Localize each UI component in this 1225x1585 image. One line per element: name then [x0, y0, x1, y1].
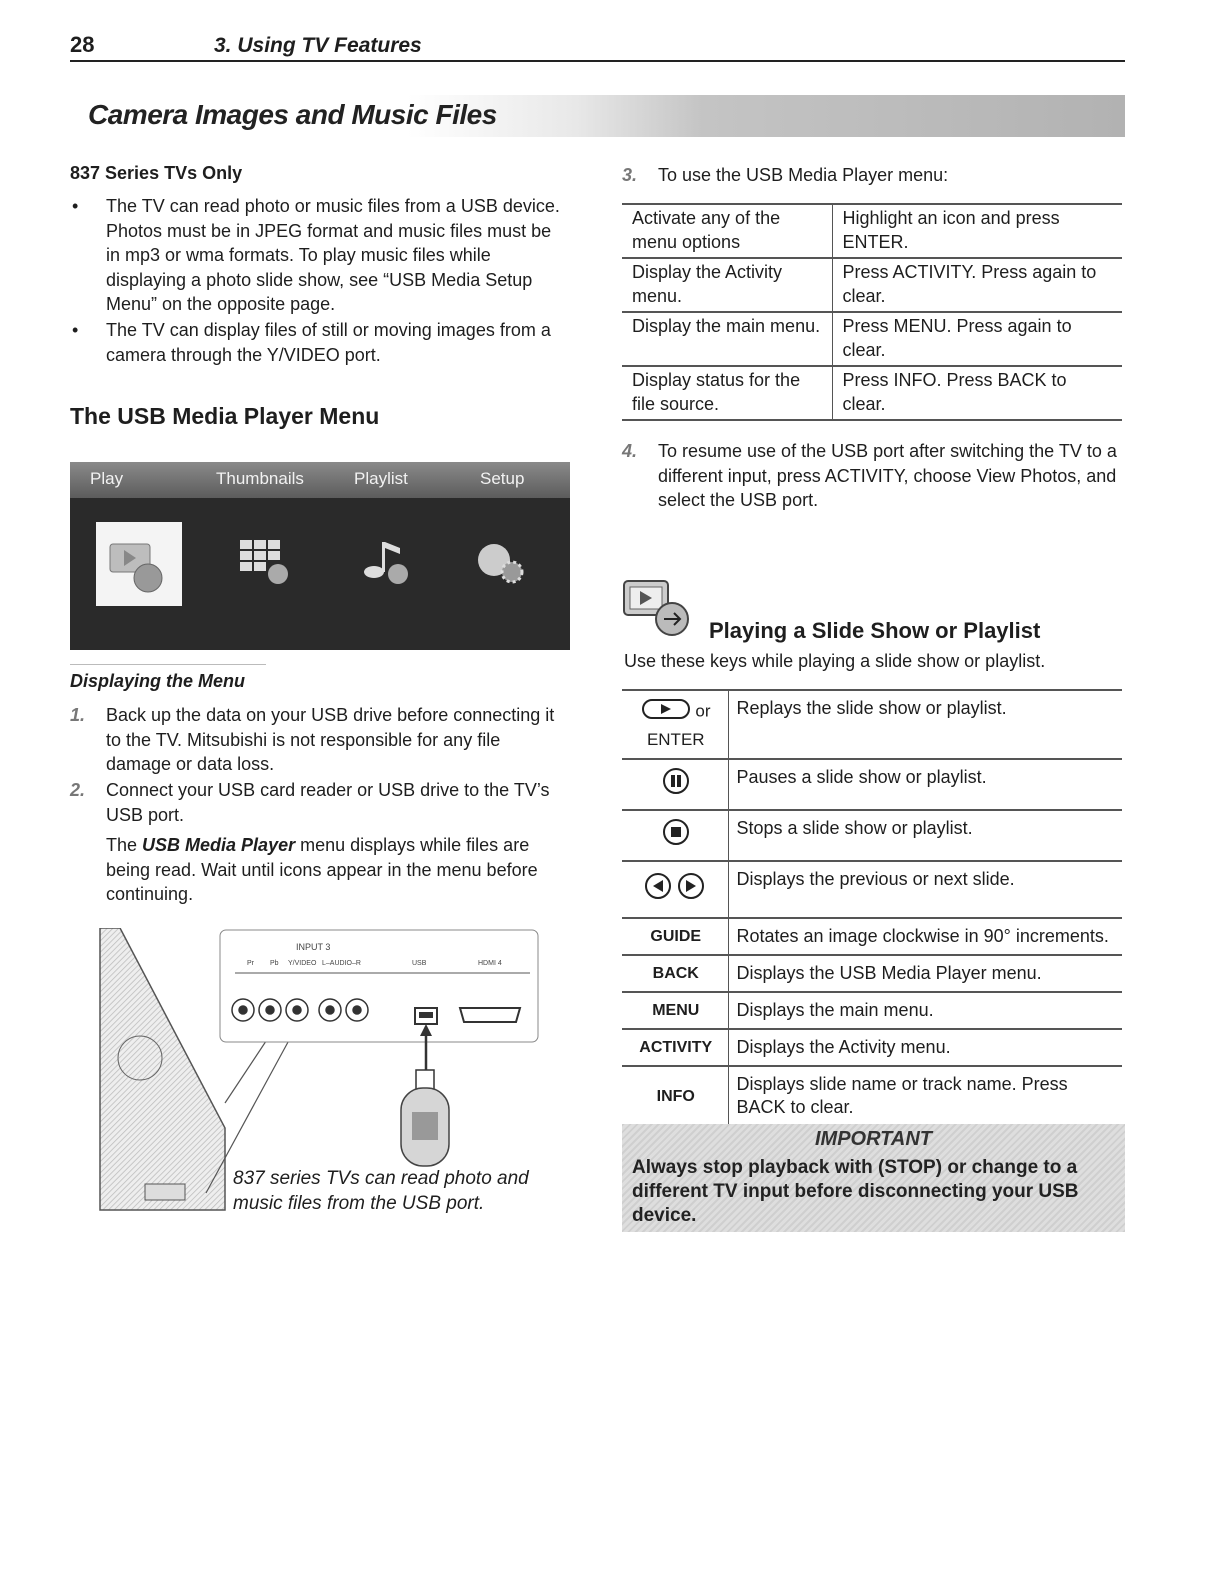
page-header	[70, 30, 1125, 62]
section-title: Camera Images and Music Files	[88, 99, 497, 130]
step-text: Back up the data on your USB drive before connecting it to the TV. Mitsubishi is not responsible for any file damage or data loss.	[106, 705, 555, 774]
table-row	[622, 759, 1122, 810]
page-number: 28	[70, 32, 95, 57]
step-number: 3.	[622, 165, 638, 185]
action-cell: Display the main menu.	[622, 312, 832, 366]
bullet-dot-icon: •	[72, 320, 79, 340]
table-row	[622, 918, 1122, 955]
step-item	[622, 439, 1122, 513]
table-row	[622, 204, 1122, 258]
port-label: HDMI 4	[478, 960, 502, 967]
bullet-item	[70, 318, 570, 367]
note-pre: The	[106, 835, 143, 855]
prev-next-buttons-icon	[641, 871, 711, 901]
note-emphasis: USB Media Player	[142, 835, 296, 855]
play-button-icon	[641, 697, 691, 728]
key-description: Displays the Activity menu.	[728, 1029, 1122, 1066]
note-post: menu displays while files are being read. Wait until icons appear in the menu before continuing.	[106, 835, 538, 904]
key-description: Pauses a slide show or playlist.	[728, 759, 1122, 810]
key-label: or ENTER	[646, 701, 711, 749]
how-cell: Highlight an icon and press ENTER.	[832, 204, 1122, 258]
key-description: Displays slide name or track name. Press BACK to clear.	[736, 1074, 1068, 1117]
key-description: Replays the slide show or playlist.	[728, 690, 1122, 759]
bullet-text: The TV can read photo or music files from a USB device. Photos must be in JPEG format and music files must be in mp3 or wma formats. To play music files while displaying a photo slide show, see “USB Media Setup Menu” on the opposite page.	[106, 196, 560, 314]
input-panel	[220, 930, 538, 1042]
port-label: Pr	[247, 960, 254, 967]
step-item	[622, 163, 1122, 188]
port-label: Pb	[270, 960, 279, 967]
key-label: INFO	[622, 1066, 728, 1125]
tab-thumbnails: Thumbnails	[216, 469, 304, 488]
port-label: Y/VIDEO	[288, 960, 317, 967]
key-description: Displays the USB Media Player menu.	[728, 955, 1122, 992]
important-title: IMPORTANT	[814, 1128, 933, 1150]
key-label: MENU	[622, 992, 728, 1029]
setup-gear-icon	[470, 534, 536, 594]
step-item	[70, 778, 570, 827]
side-port-panel	[145, 1184, 185, 1200]
music-playlist-icon	[360, 534, 420, 594]
key-cell	[622, 810, 728, 861]
hdmi-port	[460, 1008, 520, 1022]
divider	[70, 664, 266, 665]
usb-plug	[416, 1070, 434, 1090]
step-number: 4.	[622, 441, 638, 461]
key-description: Displays the main menu.	[728, 992, 1122, 1029]
selected-play-tile	[96, 522, 182, 606]
usb-menu-screenshot	[70, 462, 570, 650]
series-subheading: 837 Series TVs Only	[70, 163, 243, 183]
usb-menu-heading: The USB Media Player Menu	[70, 403, 380, 429]
tab-setup: Setup	[480, 469, 525, 488]
table-row	[622, 1066, 1122, 1125]
play-slideshow-icon	[96, 522, 182, 606]
key-description: Stops a slide show or playlist.	[728, 810, 1122, 861]
step-note	[106, 833, 570, 907]
table-row	[622, 258, 1122, 312]
table-row	[622, 1029, 1122, 1066]
bullet-item	[70, 194, 570, 317]
port-label: L–AUDIO–R	[322, 960, 361, 967]
port-label: USB	[412, 960, 427, 967]
panel-title: INPUT 3	[296, 942, 331, 952]
how-cell: Press ACTIVITY. Press again to clear.	[832, 258, 1122, 312]
key-description: Displays the previous or next slide.	[728, 861, 1122, 918]
key-label: GUIDE	[622, 918, 728, 955]
table-row	[622, 861, 1122, 918]
pause-button-icon	[661, 766, 691, 796]
step-number: 1.	[70, 705, 86, 725]
tab-playlist: Playlist	[354, 469, 408, 488]
key-description: Rotates an image clockwise in 90° increments.	[728, 918, 1122, 955]
step-text: To resume use of the USB port after switching the TV to a different input, press ACTIVITY, choose View Photos, and select the USB port.	[658, 441, 1117, 510]
table-row	[622, 992, 1122, 1029]
table-row	[622, 690, 1122, 759]
chapter-title: 3. Using TV Features	[214, 34, 422, 57]
slideshow-keys-table	[622, 689, 1122, 1125]
table-row	[622, 955, 1122, 992]
bullet-text: The TV can display files of still or moving images from a camera through the Y/VIDEO port.	[106, 320, 551, 365]
step-text: Connect your USB card reader or USB drive to the TV’s USB port.	[106, 780, 550, 825]
bullet-dot-icon: •	[72, 196, 79, 216]
table-row	[622, 366, 1122, 420]
section-banner	[70, 95, 1125, 137]
stop-button-icon	[661, 817, 691, 847]
slideshow-intro: Use these keys while playing a slide show or playlist.	[624, 651, 1046, 671]
displaying-menu-heading: Displaying the Menu	[70, 671, 246, 691]
menu-tab-bar	[70, 462, 570, 498]
key-cell	[622, 690, 728, 759]
important-text: Always stop playback with (STOP) or change to a different TV input before disconnecting your USB device.	[632, 1157, 1079, 1226]
table-row	[622, 312, 1122, 366]
step-item	[70, 703, 570, 777]
diagram-caption: 837 series TVs can read photo and music files from the USB port.	[233, 1168, 529, 1214]
slideshow-icon	[622, 577, 702, 637]
important-notice	[622, 1124, 1125, 1232]
action-cell: Display the Activity menu.	[622, 258, 832, 312]
tv-cabinet-side	[100, 928, 225, 1210]
how-cell: Press INFO. Press BACK to clear.	[832, 366, 1122, 420]
step-text: To use the USB Media Player menu:	[658, 165, 949, 185]
key-label: ACTIVITY	[622, 1029, 728, 1066]
step-number: 2.	[70, 780, 86, 800]
key-cell	[622, 861, 728, 918]
thumbnails-icon	[236, 534, 296, 594]
table-row	[622, 810, 1122, 861]
action-cell: Activate any of the menu options	[622, 204, 832, 258]
how-cell: Press MENU. Press again to clear.	[832, 312, 1122, 366]
key-cell	[622, 759, 728, 810]
slideshow-heading: Playing a Slide Show or Playlist	[709, 618, 1041, 643]
tab-play: Play	[90, 469, 124, 488]
key-label: BACK	[622, 955, 728, 992]
usb-menu-actions-table	[622, 203, 1122, 421]
action-cell: Display status for the file source.	[622, 366, 832, 420]
